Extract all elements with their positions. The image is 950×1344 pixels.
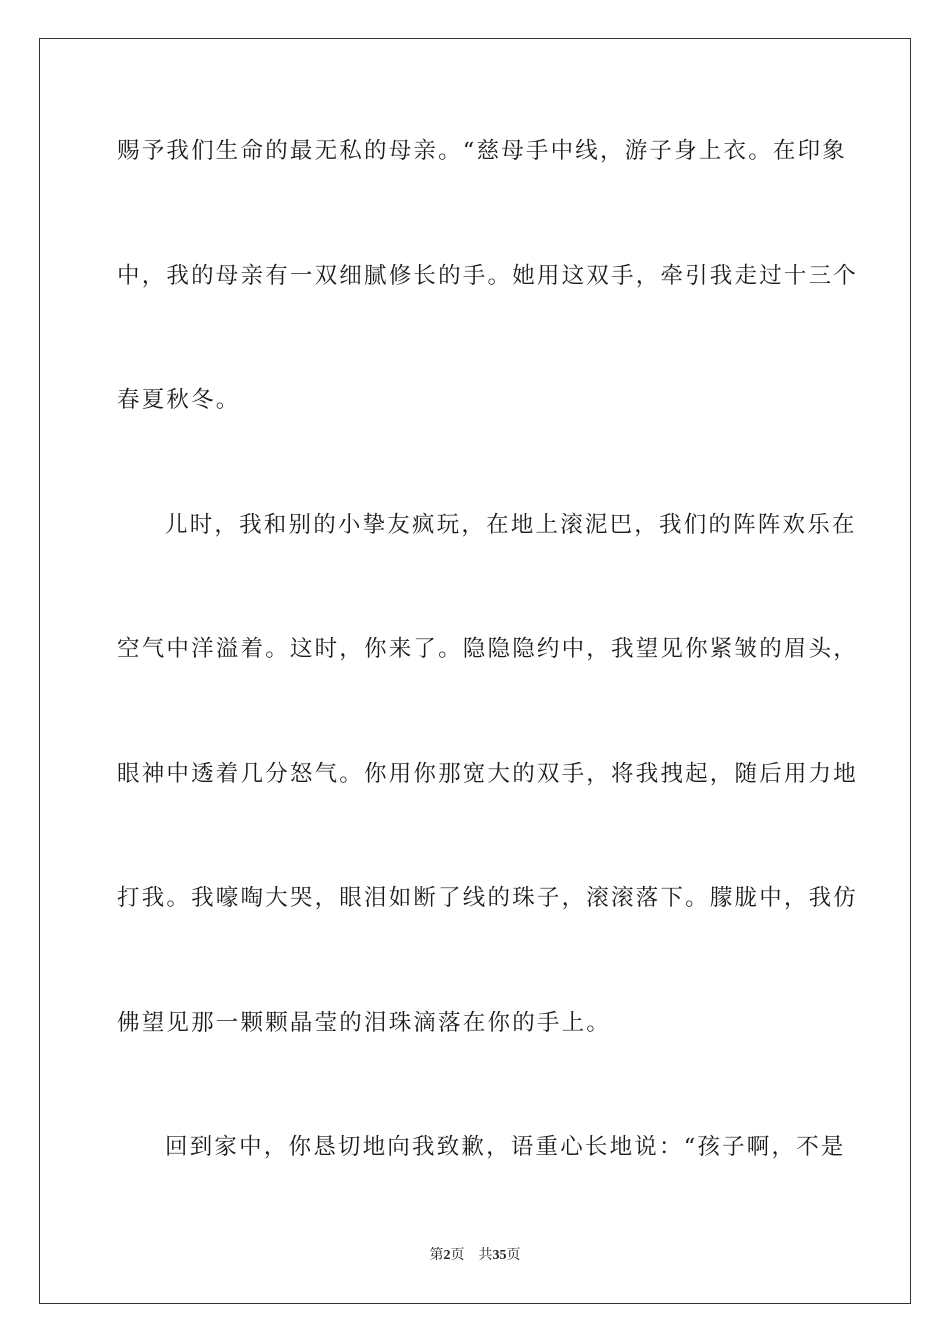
page-suffix: 页 <box>450 1248 465 1263</box>
text-line-4: 儿时，我和别的小挚友疯玩，在地上滚泥巴，我们的阵阵欢乐在 <box>165 512 857 538</box>
text-line-8: 佛望见那一颗颗晶莹的泪珠滴落在你的手上。 <box>117 1010 612 1036</box>
page-footer <box>0 1247 950 1265</box>
page-border <box>39 38 911 1304</box>
text-line-9: 回到家中，你恳切地向我致歉，语重心长地说：“孩子啊，不是 <box>165 1134 846 1160</box>
text-line-6: 眼神中透着几分怒气。你用你那宽大的双手，将我拽起，随后用力地 <box>117 761 859 787</box>
total-prefix: 共 <box>478 1248 493 1263</box>
page-number: 2 <box>443 1248 451 1263</box>
text-line-1: 赐予我们生命的最无私的母亲。“慈母手中线，游子身上衣。在印象 <box>117 138 848 164</box>
text-line-5: 空气中洋溢着。这时，你来了。隐隐隐约中，我望见你紧皱的眉头， <box>117 636 859 662</box>
page-prefix: 第 <box>429 1248 444 1263</box>
text-line-7: 打我。我嚎啕大哭，眼泪如断了线的珠子，滚滚落下。朦胧中，我仿 <box>117 885 859 911</box>
text-line-2: 中，我的母亲有一双细腻修长的手。她用这双手，牵引我走过十三个 <box>117 263 859 289</box>
total-pages: 35 <box>492 1248 507 1263</box>
text-line-3: 春夏秋冬。 <box>117 387 241 413</box>
total-suffix: 页 <box>506 1248 521 1263</box>
